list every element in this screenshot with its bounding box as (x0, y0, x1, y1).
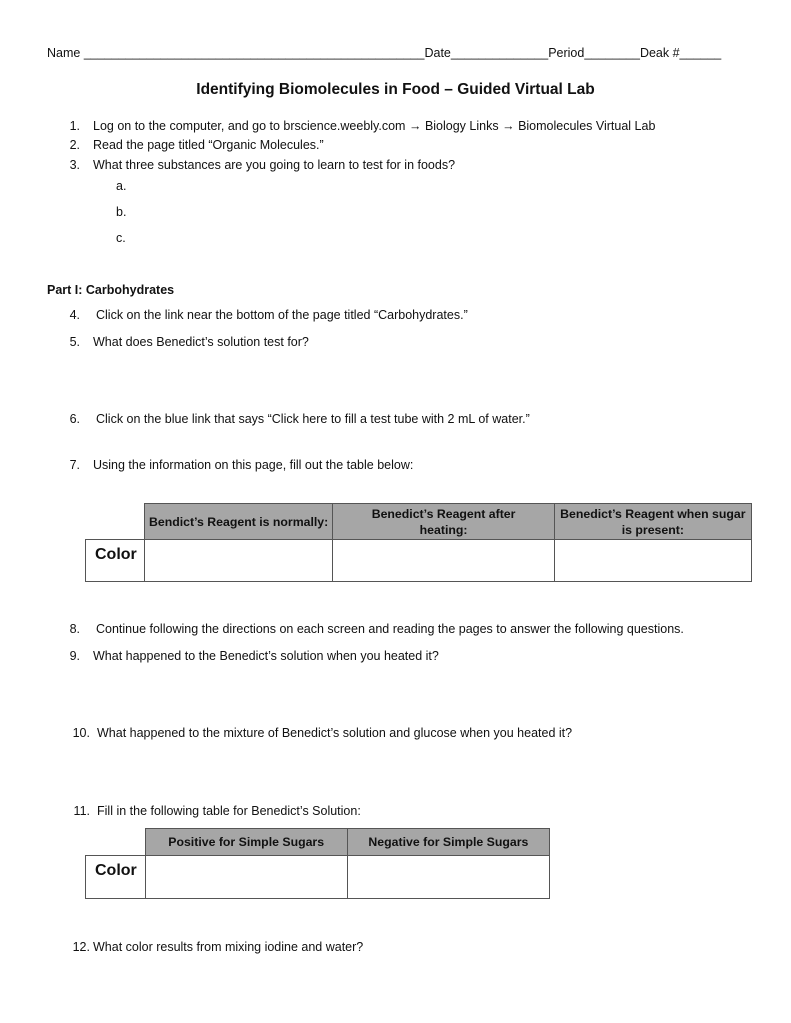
name-date-period-line: Name _________________________________________________Date______________Period________Deak #______ (47, 46, 722, 60)
question-number: 7. (69, 458, 80, 472)
row-label-color: Color (86, 540, 145, 582)
arrow-right-icon: → (502, 119, 515, 133)
answer-cell[interactable] (554, 540, 751, 582)
item-text (93, 119, 655, 133)
sub-item-c: c. (116, 231, 126, 245)
question-text: Using the information on this page, fill out the table below: (93, 458, 414, 472)
question-number: 5. (69, 335, 80, 349)
answer-cell[interactable] (144, 540, 333, 582)
table-header: Benedict’s Reagent when sugar is present: (554, 504, 751, 540)
table-header: Benedict’s Reagent after heating: (333, 504, 554, 540)
arrow-right-icon: → (408, 119, 422, 133)
item-number: 1. (69, 119, 80, 133)
sub-item-b: b. (116, 205, 127, 219)
sub-item-a: a. (116, 179, 127, 193)
question-text: What color results from mixing iodine and water? (93, 940, 364, 954)
table-header: Bendict’s Reagent is normally: (144, 504, 333, 540)
question-text: Fill in the following table for Benedict’s Solution: (97, 804, 361, 818)
answer-cell[interactable] (333, 540, 554, 582)
question-text: What happened to the Benedict’s solution when you heated it? (93, 649, 439, 663)
question-text: Click on the blue link that says “Click here to fill a test tube with 2 mL of water.” (96, 412, 530, 426)
item-number: 3. (69, 158, 80, 172)
table-header: Positive for Simple Sugars (145, 829, 347, 856)
question-text: Click on the link near the bottom of the page titled “Carbohydrates.” (96, 308, 468, 322)
item-text: What three substances are you going to learn to test for in foods? (93, 158, 456, 172)
answer-cell[interactable] (145, 856, 347, 899)
question-number: 6. (69, 412, 80, 426)
page-title: Identifying Biomolecules in Food – Guided Virtual Lab (196, 81, 595, 98)
question-number: 9. (69, 649, 80, 663)
question-number: 12. (72, 940, 90, 954)
question-number: 11. (73, 804, 90, 818)
item-number: 2. (69, 138, 80, 152)
benedict-reagent-table (85, 503, 752, 582)
question-text: What does Benedict’s solution test for? (93, 335, 309, 349)
table-corner (86, 504, 145, 540)
question-number: 8. (69, 622, 80, 636)
question-number: 4. (69, 308, 80, 322)
table-header: Negative for Simple Sugars (347, 829, 549, 856)
item-text-part: Biomolecules Virtual Lab (518, 119, 656, 133)
section-heading-part1: Part I: Carbohydrates (47, 283, 175, 297)
benedict-results-table (85, 828, 550, 899)
row-label-color: Color (86, 856, 146, 899)
question-text: What happened to the mixture of Benedict’s solution and glucose when you heated it? (97, 726, 573, 740)
item-text-part: Biology Links (424, 119, 499, 133)
question-number: 10. (72, 726, 90, 740)
item-text-part: Log on to the computer, and go to brscience.weebly.com (93, 119, 406, 133)
answer-cell[interactable] (347, 856, 549, 899)
question-text: Continue following the directions on each screen and reading the pages to answer the following questions. (96, 622, 684, 636)
item-text: Read the page titled “Organic Molecules.” (93, 138, 324, 152)
table-corner (86, 829, 146, 856)
